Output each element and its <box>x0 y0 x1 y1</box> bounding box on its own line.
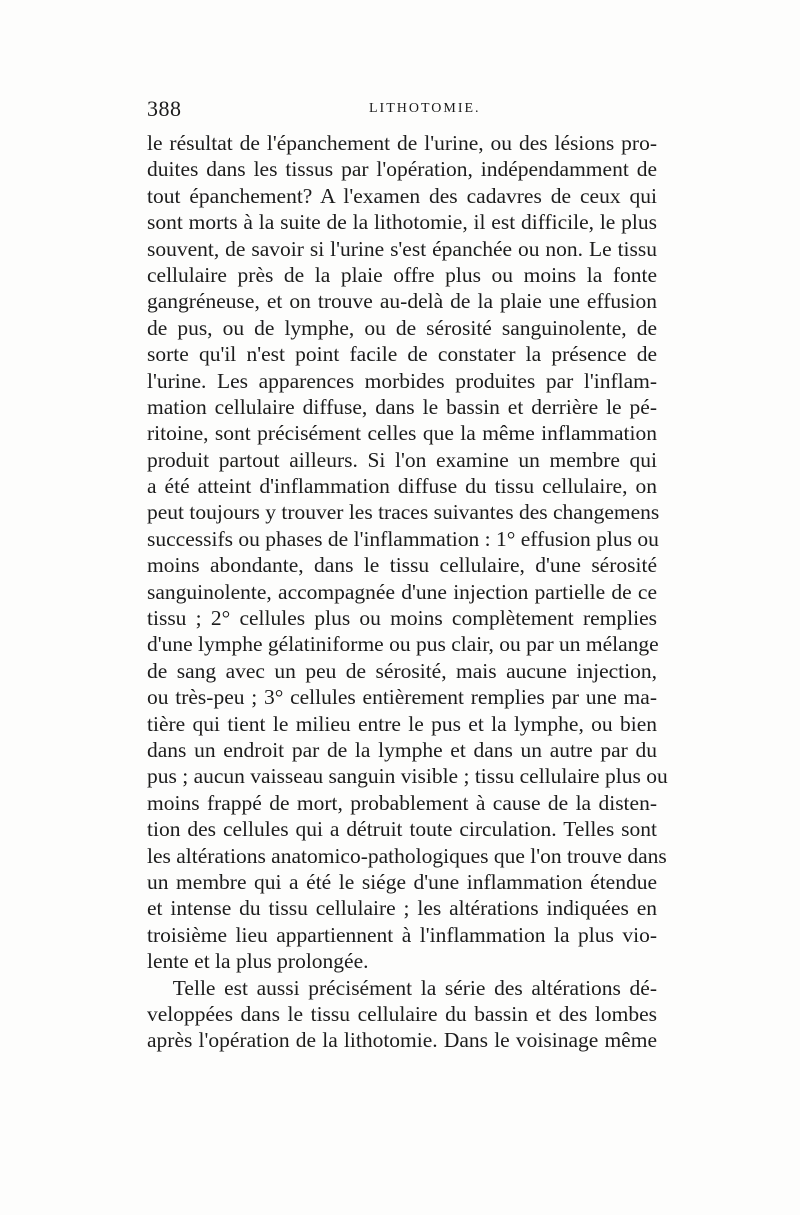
text-line: gangréneuse, et on trouve au-delà de la plaie une effusion <box>147 289 657 314</box>
text-line: dans un endroit par de la lymphe et dans un autre par du <box>147 737 657 762</box>
text-line: de pus, ou de lymphe, ou de sérosité sanguinolente, de <box>147 315 657 340</box>
page-header <box>147 96 657 124</box>
text-line: moins abondante, dans le tissu cellulaire, d'une sérosité <box>147 553 657 578</box>
text-line: a été atteint d'inflammation diffuse du tissu cellulaire, on <box>147 474 657 499</box>
text-line: tière qui tient le milieu entre le pus et la lymphe, ou bien <box>147 711 657 736</box>
text-line: tout épanchement? A l'examen des cadavres de ceux qui <box>147 183 657 208</box>
text-line: tion des cellules qui a détruit toute circulation. Telles sont <box>147 817 657 842</box>
text-line: ou très-peu ; 3° cellules entièrement remplies par une ma- <box>147 685 657 710</box>
text-line: moins frappé de mort, probablement à cause de la disten- <box>147 790 657 815</box>
body-text <box>147 130 668 1054</box>
text-line: après l'opération de la lithotomie. Dans le voisinage même <box>147 1028 657 1053</box>
text-line: sanguinolente, accompagnée d'une injection partielle de ce <box>147 579 657 604</box>
text-line: les altérations anatomico-pathologiques que l'on trouve dans <box>147 843 667 868</box>
text-line: souvent, de savoir si l'urine s'est épanchée ou non. Le tissu <box>147 236 657 261</box>
page-number: 388 <box>147 96 182 121</box>
text-line: troisième lieu appartiennent à l'inflammation la plus vio- <box>147 922 657 947</box>
text-line: le résultat de l'épanchement de l'urine, ou des lésions pro- <box>147 131 657 155</box>
text-line: sont morts à la suite de la lithotomie, il est difficile, le plus <box>147 210 657 235</box>
text-line: mation cellulaire diffuse, dans le bassin et derrière le pé- <box>147 394 657 419</box>
text-line: peut toujours y trouver les traces suivantes des changemens <box>147 500 660 525</box>
text-line: de sang avec un peu de sérosité, mais aucune injection, <box>147 658 657 683</box>
text-line: ritoine, sont précisément celles que la même inflammation <box>147 421 657 446</box>
text-line: duites dans les tissus par l'opération, indépendamment de <box>147 157 657 182</box>
paragraph-start-line: Telle est aussi précisément la série des altérations dé- <box>172 975 657 1000</box>
text-line: l'urine. Les apparences morbides produites par l'inflam- <box>147 368 657 393</box>
text-line: cellulaire près de la plaie offre plus ou moins la fonte <box>147 262 657 287</box>
paragraph-end-line: lente et la plus prolongée. <box>147 949 369 974</box>
text-line: produit partout ailleurs. Si l'on examine un membre qui <box>147 447 657 472</box>
text-line: veloppées dans le tissu cellulaire du bassin et des lombes <box>147 1001 657 1026</box>
text-line: et intense du tissu cellulaire ; les altérations indiquées en <box>147 896 657 921</box>
text-line: successifs ou phases de l'inflammation : 1° effusion plus ou <box>147 526 659 551</box>
text-line: pus ; aucun vaisseau sanguin visible ; tissu cellulaire plus ou <box>147 764 668 789</box>
running-head: LITHOTOMIE. <box>369 101 481 116</box>
text-line: tissu ; 2° cellules plus ou moins complètement remplies <box>147 606 657 631</box>
text-line: d'une lymphe gélatiniforme ou pus clair, ou par un mélange <box>147 632 659 657</box>
text-line: sorte qu'il n'est point facile de constater la présence de <box>147 342 657 367</box>
text-line: un membre qui a été le siége d'une inflammation étendue <box>147 869 657 894</box>
